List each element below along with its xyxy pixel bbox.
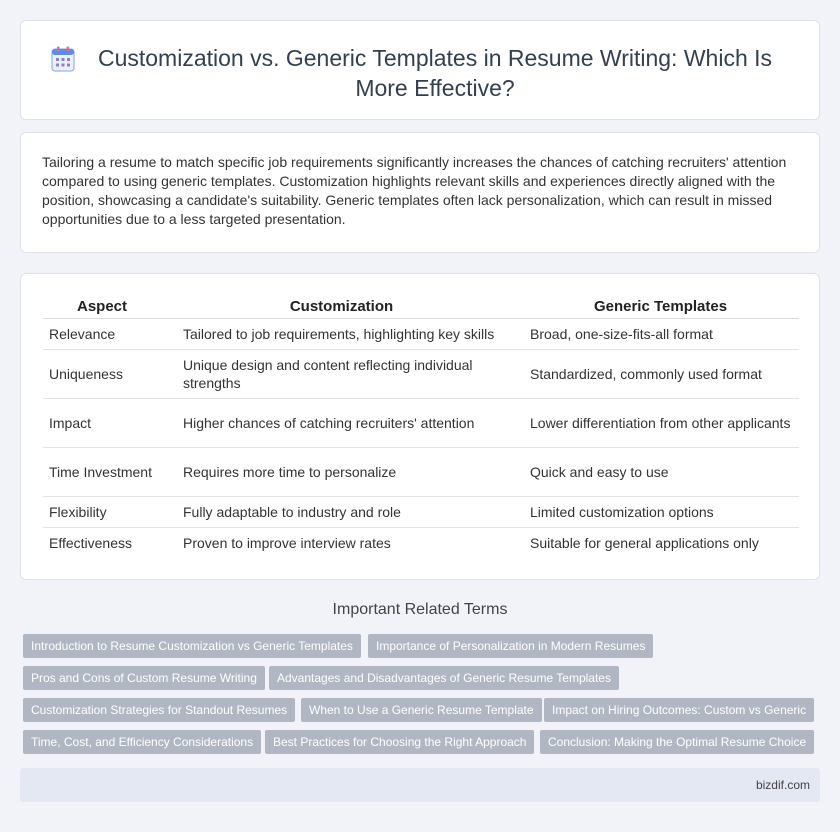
page-title: Customization vs. Generic Templates in Resume Writing: Which Is More Effective? — [97, 45, 773, 101]
table-row — [43, 350, 799, 399]
cell-customization: Higher chances of catching recruiters' attention — [161, 399, 522, 448]
cell-customization: Requires more time to personalize — [161, 448, 522, 497]
header-customization: Customization — [161, 296, 522, 319]
cell-customization: Unique design and content reflecting individual strengths — [161, 350, 522, 399]
intro-card — [20, 132, 820, 253]
intro-paragraph: Tailoring a resume to match specific job requirements significantly increases the chances of catching recruiters' attention compared to using generic templates. Customization highlights relevant skills and experiences directly aligned with the position, showcasing a candidate's suitability. Generic templates often lack personalization, which can result in missed opportunities due to a less targeted presentation. — [42, 154, 787, 227]
cell-aspect: Uniqueness — [43, 350, 161, 399]
table-row — [43, 319, 799, 350]
related-term-tag[interactable]: Importance of Personalization in Modern Resumes — [368, 634, 653, 658]
cell-generic: Standardized, commonly used format — [522, 350, 799, 399]
cell-customization: Proven to improve interview rates — [183, 535, 391, 552]
cell-generic: Quick and easy to use — [522, 448, 799, 497]
cell-aspect: Effectiveness — [49, 535, 133, 552]
table-header-row — [43, 296, 799, 319]
footer-site-link[interactable]: bizdif.com — [755, 778, 810, 792]
related-term-tag[interactable]: Impact on Hiring Outcomes: Custom vs Generic — [544, 698, 814, 722]
cell-aspect: Relevance — [43, 319, 161, 350]
cell-customization: Fully adaptable to industry and role — [161, 497, 522, 528]
table-row — [43, 528, 799, 559]
cell-generic: Broad, one-size-fits-all format — [522, 319, 799, 350]
related-term-tag[interactable]: Time, Cost, and Efficiency Considerations — [23, 730, 261, 754]
cell-generic: Suitable for general applications only — [530, 535, 759, 552]
cell-generic: Lower differentiation from other applicants — [522, 399, 799, 448]
cell-aspect: Impact — [43, 399, 161, 448]
related-term-tag[interactable]: Introduction to Resume Customization vs Generic Templates — [23, 634, 361, 658]
cell-aspect: Flexibility — [43, 497, 161, 528]
comparison-table — [43, 296, 799, 559]
cell-aspect: Time Investment — [43, 448, 161, 497]
footer — [20, 768, 820, 802]
header-generic-templates: Generic Templates — [522, 296, 799, 319]
table-row — [43, 399, 799, 448]
header-card — [20, 20, 820, 120]
related-term-tag[interactable]: Best Practices for Choosing the Right Approach — [265, 730, 534, 754]
related-term-tag[interactable]: Conclusion: Making the Optimal Resume Choice — [540, 730, 814, 754]
related-term-tag[interactable]: Customization Strategies for Standout Resumes — [23, 698, 295, 722]
table-row — [43, 497, 799, 528]
related-terms-heading: Important Related Terms — [332, 601, 508, 618]
related-term-tag[interactable]: Advantages and Disadvantages of Generic Resume Templates — [269, 666, 619, 690]
related-term-tag[interactable]: Pros and Cons of Custom Resume Writing — [23, 666, 265, 690]
comparison-table-card — [20, 273, 820, 580]
cell-customization: Tailored to job requirements, highlighting key skills — [161, 319, 522, 350]
related-term-tag[interactable]: When to Use a Generic Resume Template — [301, 698, 542, 722]
table-row — [43, 448, 799, 497]
header-aspect: Aspect — [43, 296, 161, 319]
cell-generic: Limited customization options — [522, 497, 799, 528]
